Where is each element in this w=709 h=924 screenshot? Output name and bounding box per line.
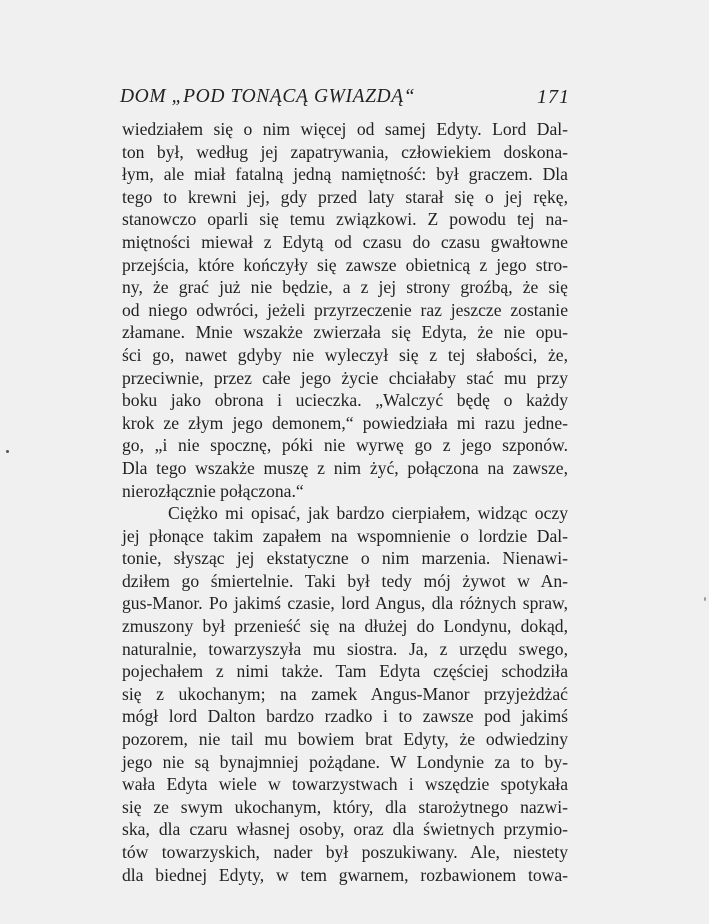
text-line: wała Edyta wiele w towarzystwach i wszędzie spotykała [122, 774, 568, 795]
text-line: stanowczo oparli się temu związkowi. Z powodu tej na- [122, 209, 568, 230]
running-title: DOM „POD TONĄCĄ GWIAZDĄ“ [120, 86, 416, 107]
text-line: krok ze złym jego demonem,“ powiedziała mi razu jedne- [122, 412, 568, 433]
text-line: dla biednej Edyty, w tem gwarnem, rozbawionem towa- [122, 864, 568, 885]
text-line: miętności miewał z Edytą od czasu do czasu gwałtowne [122, 231, 568, 252]
text-line: nierozłącznie połączona.“ [122, 480, 304, 501]
scan-speck [6, 450, 9, 453]
text-line: gus-Manor. Po jakimś czasie, lord Angus, dla różnych spraw, [122, 593, 568, 614]
text-line: łym, ale miał fatalną jedną namiętność: był graczem. Dla [122, 164, 568, 185]
text-line: złamane. Mnie wszakże zwierzała się Edyta, że nie opu- [122, 322, 568, 343]
text-line: tonie, słysząc jej ekstatyczne o nim marzenia. Nienawi- [122, 548, 568, 569]
text-line: zmuszony był przenieść się na dłużej do Londynu, dokąd, [122, 616, 568, 637]
text-line: ści go, nawet gdyby nie wyleczył się z tej słabości, że, [122, 344, 568, 365]
text-line: tów towarzyskich, nader był poszukiwany. Ale, niestety [122, 842, 568, 862]
text-line: się ze swym ukochanym, który, dla starożytnego nazwi- [122, 796, 568, 817]
text-line: Dla tego wszakże muszę z nim żyć, połączona na zawsze, [122, 457, 568, 478]
text-line: boku jako obrona i ucieczka. „Walczyć będę o każdy [122, 390, 568, 411]
text-line: naturalnie, towarzyszyła mu siostra. Ja, z urzędu swego, [122, 638, 568, 659]
text-line: ton był, według jej zapatrywania, człowiekiem doskona- [122, 141, 568, 162]
text-line: pozorem, nie tail mu bowiem brat Edyty, że odwiedziny [122, 729, 568, 750]
text-line: przejścia, które kończyły się zawsze obietnicą z jego stro- [122, 254, 568, 275]
scan-speck [704, 597, 706, 601]
paragraph-first-line: Ciężko mi opisać, jak bardzo cierpiałem, widząc oczy [168, 503, 568, 524]
text-line: ska, dla czaru własnej osoby, oraz dla świetnych przymio- [122, 819, 568, 840]
text-line: jego nie są bynajmniej pożądane. W Londynie za to by- [122, 751, 568, 772]
body-text [122, 118, 568, 886]
text-line: od niego odwróci, jeżeli przyrzeczenie raz jeszcze zostanie [122, 299, 568, 320]
text-line: się z ukochanym; na zamek Angus-Manor przyjeżdżać [122, 683, 568, 704]
text-line: pojechałem z nimi także. Tam Edyta częściej schodziła [122, 661, 568, 682]
running-header [120, 84, 570, 110]
text-line: jej płonące takim zapałem na wspomnienie o lordzie Dal- [122, 525, 568, 546]
text-line: dziłem go śmiertelnie. Taki był tedy mój żywot w An- [122, 570, 568, 591]
text-line: wiedziałem się o nim więcej od samej Edyty. Lord Dal- [122, 119, 568, 139]
page-number: 171 [537, 86, 570, 108]
text-line: ny, że grać już nie będzie, a z jej strony groźbą, że się [122, 277, 568, 298]
text-line: tego to krewni jej, gdy przed laty starał się o jej rękę, [122, 186, 568, 207]
text-line: go, „i nie spocznę, póki nie wyrwę go z jego szponów. [122, 435, 568, 456]
text-line: mógł lord Dalton bardzo rzadko i to zawsze pod jakimś [122, 706, 568, 727]
text-line: przeciwnie, przez całe jego życie chciałaby stać mu przy [122, 367, 568, 388]
